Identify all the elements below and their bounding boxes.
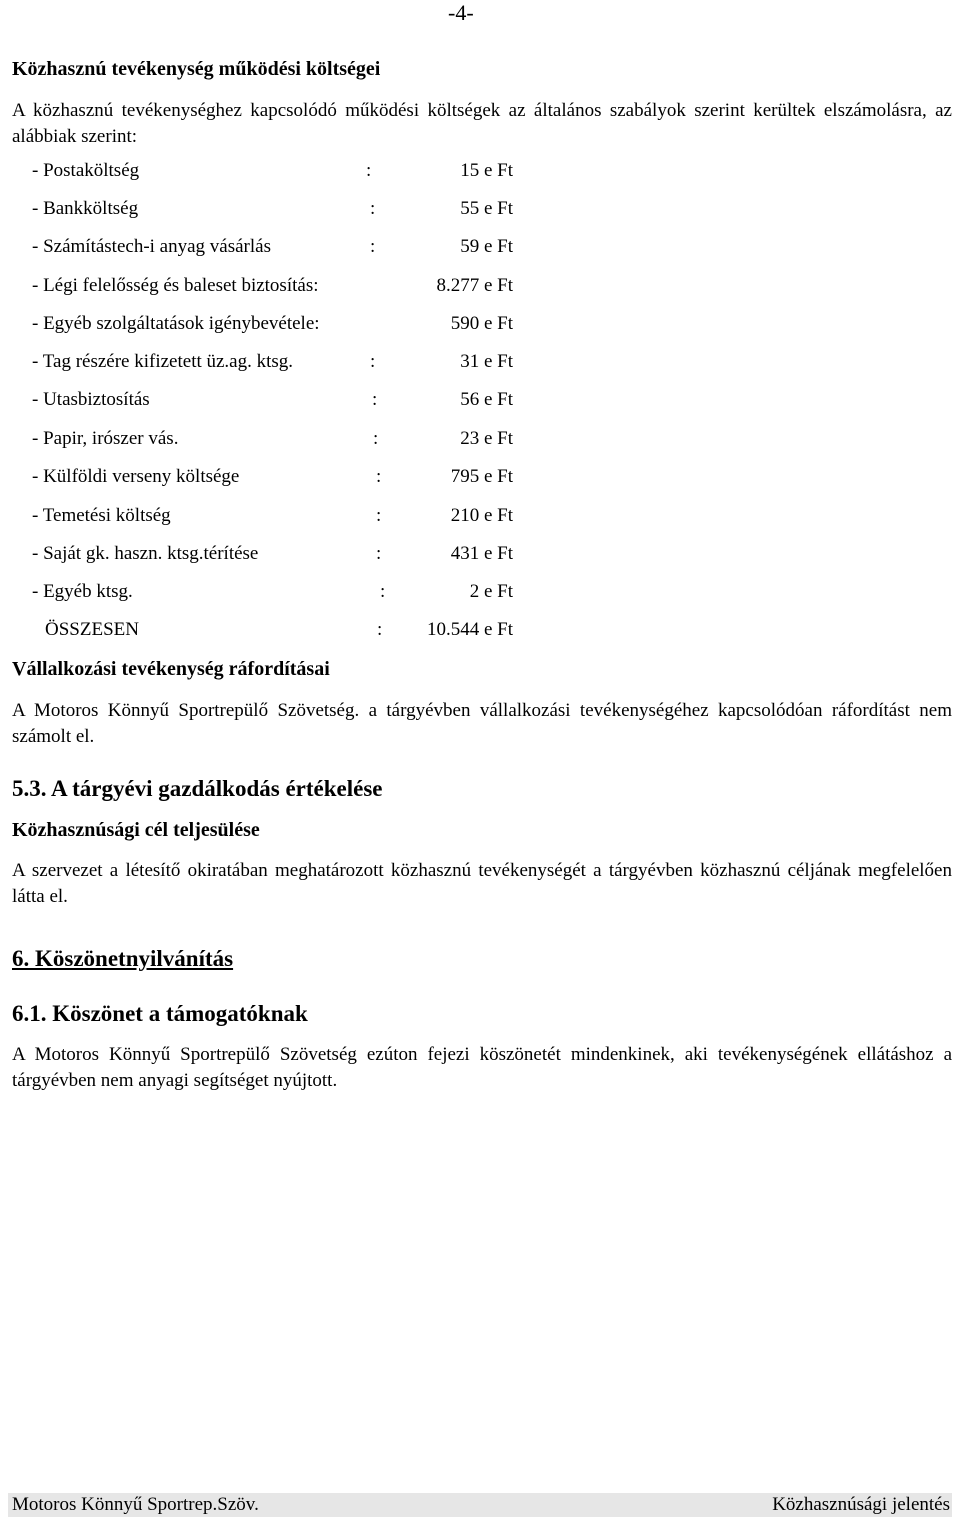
cost-row	[0, 466, 960, 492]
cost-label: - Papir, irószer vás.	[32, 428, 179, 449]
cost-amount: 31 e Ft	[460, 351, 513, 372]
page-footer	[8, 1493, 952, 1517]
cost-row	[0, 505, 960, 531]
cost-row	[0, 198, 960, 224]
cost-colon: :	[370, 198, 376, 219]
cost-colon: :	[377, 619, 383, 640]
section-6-1-heading: 6.1. Köszönet a támogatóknak	[12, 1001, 308, 1026]
cost-row	[0, 543, 960, 569]
cost-row	[0, 428, 960, 454]
cost-amount: 55 e Ft	[460, 198, 513, 219]
cost-colon: :	[380, 581, 386, 602]
cost-amount: 431 e Ft	[450, 543, 513, 564]
cost-colon: :	[370, 351, 376, 372]
section-5-3-text: A szervezet a létesítő okiratában meghatározott közhasznú tevékenységét a tárgyévben közhasznú céljának megfelelően látta el.	[12, 860, 952, 907]
page-number: -4-	[448, 0, 474, 25]
cost-colon: :	[376, 505, 382, 526]
cost-amount: 210 e Ft	[450, 505, 513, 526]
cost-row	[0, 581, 960, 607]
cost-amount: 8.277 e Ft	[436, 275, 513, 296]
cost-label: - Légi felelősség és baleset biztosítás:	[32, 275, 319, 296]
section-6-1-text: A Motoros Könnyű Sportrepülő Szövetség ezúton fejezi köszönetét mindenkinek, aki tevékenységének ellátáshoz a tárgyévben nem anyagi segítséget nyújtott.	[12, 1044, 952, 1091]
cost-colon: :	[376, 543, 382, 564]
cost-row	[0, 389, 960, 415]
footer-report-title: Közhasznúsági jelentés	[772, 1494, 950, 1515]
cost-row	[0, 275, 960, 301]
cost-label: - Temetési költség	[32, 505, 171, 526]
section-5-3-heading: 5.3. A tárgyévi gazdálkodás értékelése	[12, 776, 383, 801]
cost-row	[0, 313, 960, 339]
cost-label: - Egyéb ktsg.	[32, 581, 133, 602]
public-costs-heading: Közhasznú tevékenység működési költségei	[12, 58, 381, 80]
section-5-3-subheading: Közhasznúsági cél teljesülése	[12, 819, 260, 841]
cost-label: ÖSSZESEN	[45, 619, 139, 640]
cost-amount: 23 e Ft	[460, 428, 513, 449]
public-costs-intro: A közhasznú tevékenységhez kapcsolódó működési költségek az általános szabályok szerint kerültek elszámolásra, az alábbiak szerint:	[12, 100, 952, 147]
cost-row	[0, 236, 960, 262]
section-6-heading: 6. Köszönetnyilvánítás	[12, 946, 234, 971]
cost-row	[0, 351, 960, 377]
footer-organization: Motoros Könnyű Sportrep.Szöv.	[12, 1494, 259, 1515]
cost-amount: 795 e Ft	[450, 466, 513, 487]
cost-label: - Külföldi verseny költsége	[32, 466, 240, 487]
cost-label: - Saját gk. haszn. ktsg.térítése	[32, 543, 259, 564]
business-costs-heading: Vállalkozási tevékenység ráfordításai	[12, 658, 330, 680]
cost-colon: :	[373, 428, 379, 449]
cost-label: - Utasbiztosítás	[32, 389, 150, 410]
cost-label: - Egyéb szolgáltatások igénybevétele:	[32, 313, 320, 334]
cost-amount: 59 e Ft	[460, 236, 513, 257]
cost-label: - Postaköltség	[32, 160, 140, 181]
cost-amount: 10.544 e Ft	[426, 619, 513, 640]
cost-total-row	[0, 619, 960, 645]
cost-label: - Bankköltség	[32, 198, 139, 219]
cost-colon: :	[370, 236, 376, 257]
business-costs-text: A Motoros Könnyű Sportrepülő Szövetség. a tárgyévben vállalkozási tevékenységéhez kapcsolódóan ráfordítást nem számolt el.	[12, 700, 952, 747]
cost-amount: 15 e Ft	[460, 160, 513, 181]
cost-amount: 2 e Ft	[469, 581, 513, 602]
cost-label: - Tag részére kifizetett üz.ag. ktsg.	[32, 351, 294, 372]
cost-colon: :	[376, 466, 382, 487]
cost-row	[0, 160, 960, 186]
cost-amount: 56 e Ft	[460, 389, 513, 410]
cost-colon: :	[366, 160, 372, 181]
cost-amount: 590 e Ft	[450, 313, 513, 334]
cost-colon: :	[372, 389, 378, 410]
cost-label: - Számítástech-i anyag vásárlás	[32, 236, 271, 257]
